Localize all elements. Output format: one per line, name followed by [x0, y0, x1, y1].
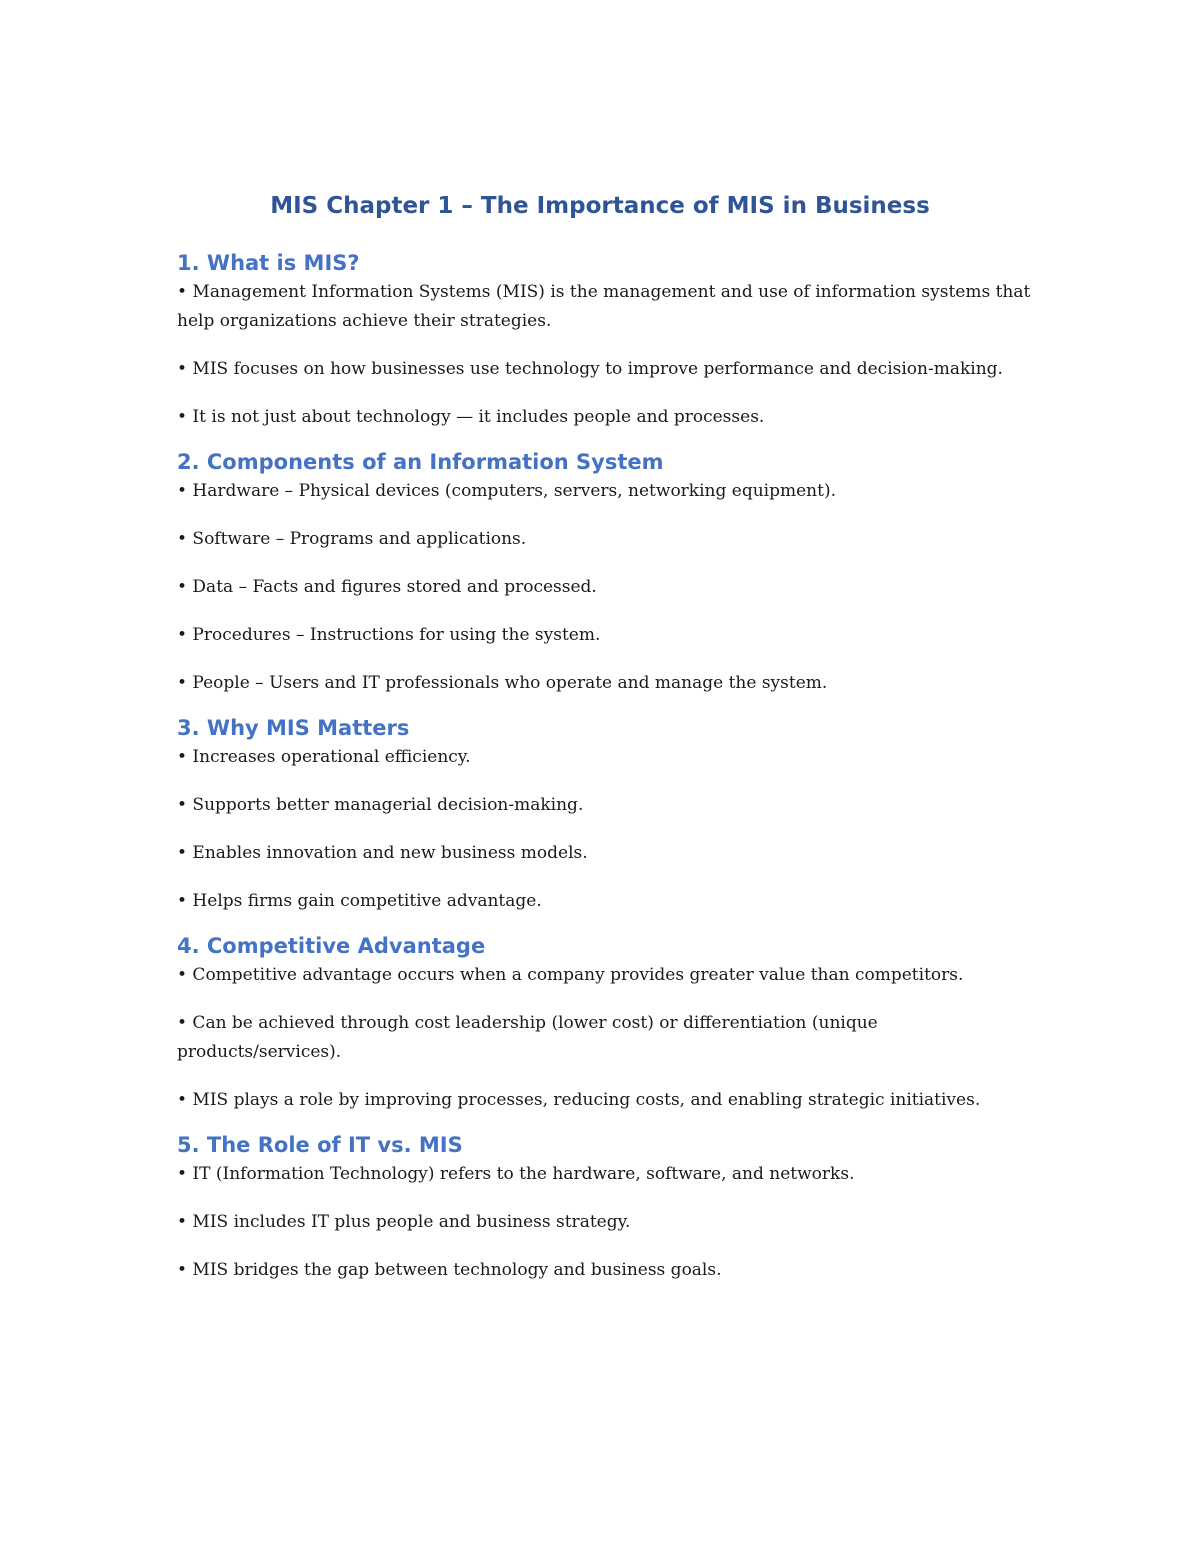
- section-heading: 2. Components of an Information System: [177, 450, 664, 474]
- bullet-item: • Competitive advantage occurs when a company provides greater value than competitors.: [177, 965, 964, 985]
- bullet-list: [177, 1160, 1037, 1285]
- bullet-item: • MIS bridges the gap between technology and business goals.: [177, 1260, 722, 1280]
- bullet-list: [177, 278, 1037, 432]
- bullet-list: [177, 477, 1037, 698]
- bullet-item: • Supports better managerial decision-making.: [177, 795, 584, 815]
- section-heading: 5. The Role of IT vs. MIS: [177, 1133, 463, 1157]
- bullet-item: • Increases operational efficiency.: [177, 747, 471, 767]
- bullet-item: • Hardware – Physical devices (computers, servers, networking equipment).: [177, 481, 836, 501]
- bullet-list: [177, 961, 1037, 1115]
- section-it-vs-mis: [177, 1130, 1037, 1285]
- bullet-item: • People – Users and IT professionals who operate and manage the system.: [177, 673, 828, 693]
- section-heading: 4. Competitive Advantage: [177, 934, 486, 958]
- bullet-item: • Management Information Systems (MIS) is the management and use of information systems that help organizations achieve their strategies.: [177, 282, 1031, 331]
- bullet-item: • MIS focuses on how businesses use technology to improve performance and decision-making.: [177, 359, 1003, 379]
- bullet-item: • MIS includes IT plus people and business strategy.: [177, 1212, 631, 1232]
- bullet-item: • Data – Facts and figures stored and processed.: [177, 577, 597, 597]
- bullet-item: • Helps firms gain competitive advantage.: [177, 891, 542, 911]
- section-heading: 3. Why MIS Matters: [177, 716, 410, 740]
- bullet-item: • Enables innovation and new business models.: [177, 843, 588, 863]
- bullet-item: • IT (Information Technology) refers to the hardware, software, and networks.: [177, 1164, 855, 1184]
- document-body: [177, 248, 1037, 1285]
- section-competitive-advantage: [177, 931, 1037, 1115]
- bullet-list: [177, 743, 1037, 916]
- document-title: MIS Chapter 1 – The Importance of MIS in Business: [270, 193, 930, 219]
- section-heading: 1. What is MIS?: [177, 251, 360, 275]
- bullet-item: • MIS plays a role by improving processes, reducing costs, and enabling strategic initiatives.: [177, 1090, 981, 1110]
- section-components: [177, 447, 1037, 698]
- bullet-item: • Can be achieved through cost leadership (lower cost) or differentiation (unique products/services).: [177, 1013, 878, 1062]
- bullet-item: • Procedures – Instructions for using the system.: [177, 625, 601, 645]
- section-what-is-mis: [177, 248, 1037, 432]
- section-why-mis-matters: [177, 713, 1037, 916]
- bullet-item: • Software – Programs and applications.: [177, 529, 527, 549]
- bullet-item: • It is not just about technology — it includes people and processes.: [177, 407, 765, 427]
